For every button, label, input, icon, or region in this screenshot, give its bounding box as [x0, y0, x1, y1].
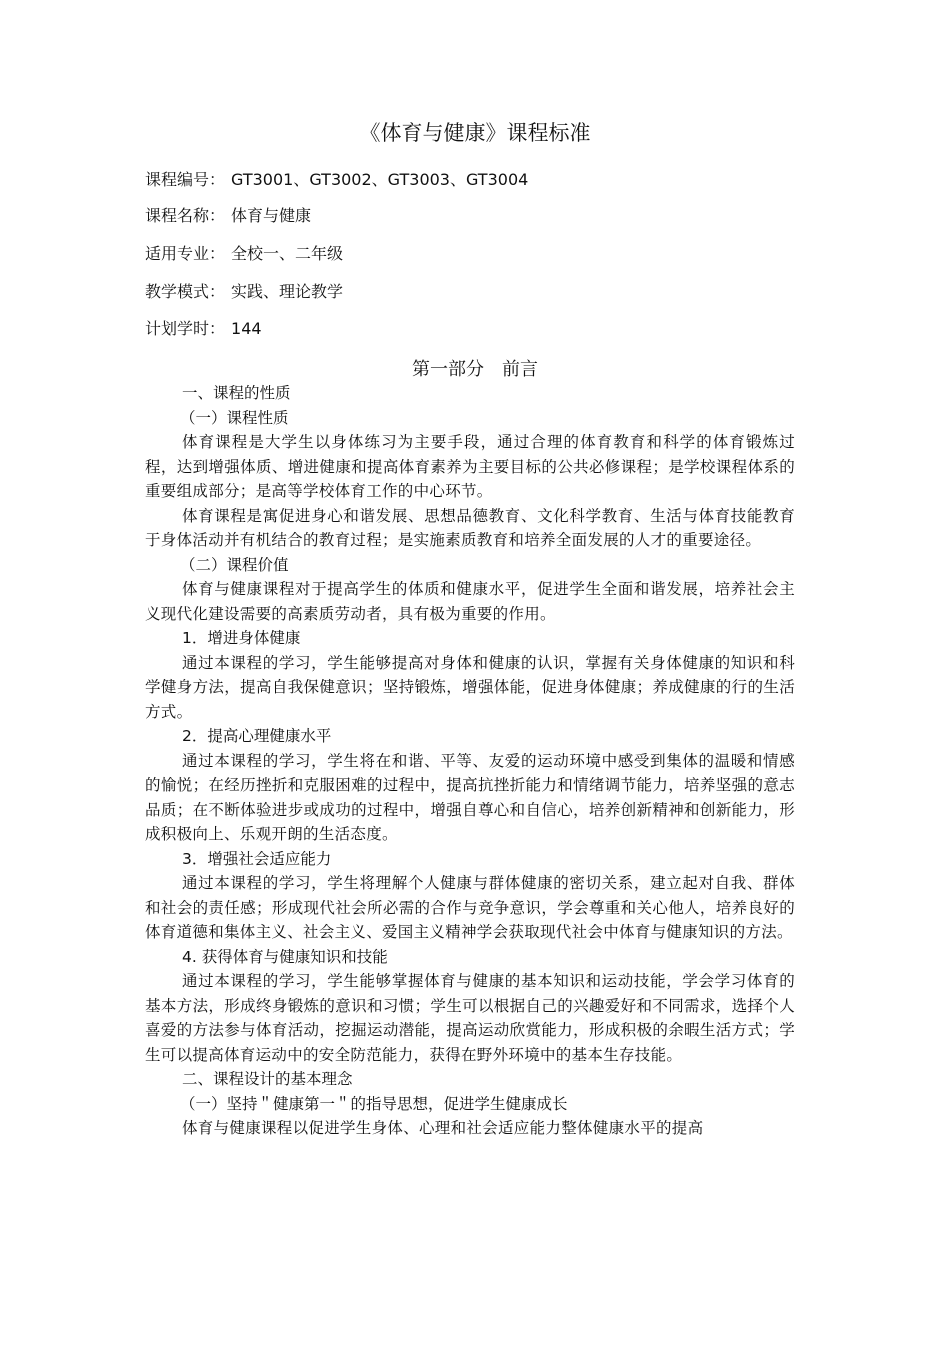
paragraph: 通过本课程的学习，学生将理解个人健康与群体健康的密切关系，建立起对自我、群体和社会的责任感；形成现代社会所必需的合作与竞争意识，学会尊重和关心他人，培养良好的体育道德和集体主义、社会主义、爱国主义精神学会获取现代社会中体育与健康知识的方法。: [145, 874, 795, 941]
meta-teaching-mode: [145, 280, 343, 304]
meta-value: 实践、理论教学: [231, 282, 344, 301]
meta-value: 体育与健康: [231, 206, 312, 225]
meta-major: [145, 242, 343, 266]
meta-label: 教学模式：: [145, 282, 226, 301]
subsection-heading: （一）坚持＂健康第一＂的指导思想，促进学生健康成长: [180, 1094, 568, 1113]
meta-label: 课程编号：: [145, 170, 226, 189]
paragraph: 体育课程是大学生以身体练习为主要手段，通过合理的体育教育和科学的体育锻炼过程，达到增强体质、增进健康和提高体育素养为主要目标的公共必修课程；是学校课程体系的重要组成部分；是高等学校体育工作的中心环节。: [145, 433, 795, 500]
item-heading: 3．增强社会适应能力: [182, 849, 332, 868]
section-heading: 一、课程的性质: [182, 384, 291, 402]
item-heading: 1．增进身体健康: [182, 629, 301, 647]
meta-course-code: [145, 168, 528, 192]
meta-label: 课程名称：: [145, 206, 226, 225]
item-heading: 2．提高心理健康水平: [182, 727, 332, 745]
meta-value: GT3001、GT3002、GT3003、GT3004: [231, 170, 529, 189]
document-title: 《体育与健康》课程标准: [359, 121, 591, 145]
paragraph: 通过本课程的学习，学生将在和谐、平等、友爱的运动环境中感受到集体的温暖和情感的愉悦；在经历挫折和克服困难的过程中，提高抗挫折能力和情绪调节能力，培养坚强的意志品质；在不断体验进步或成功的过程中，增强自尊心和自信心，培养创新精神和创新能力，形成积极向上、乐观开朗的生活态度。: [145, 751, 795, 843]
meta-value: 144: [231, 319, 262, 338]
meta-hours: [145, 317, 262, 341]
meta-value: 全校一、二年级: [231, 244, 344, 263]
paragraph: 体育课程是寓促进身心和谐发展、思想品德教育、文化科学教育、生活与体育技能教育于身体活动并有机结合的教育过程；是实施素质教育和培养全面发展的人才的重要途径。: [145, 506, 795, 549]
meta-course-name: [145, 204, 311, 228]
item-heading: 4. 获得体育与健康知识和技能: [182, 947, 388, 966]
subsection-heading: （二）课程价值: [180, 555, 289, 574]
paragraph: 通过本课程的学习，学生能够提高对身体和健康的认识，掌握有关身体健康的知识和科学健身方法，提高自我保健意识；坚持锻炼，增强体能，促进身体健康；养成健康的行的生活方式。: [145, 653, 795, 721]
paragraph: 体育与健康课程以促进学生身体、心理和社会适应能力整体健康水平的提高: [182, 1119, 704, 1137]
paragraph: 通过本课程的学习，学生能够掌握体育与健康的基本知识和运动技能，学会学习体育的基本方法，形成终身锻炼的意识和习惯；学生可以根据自己的兴趣爱好和不同需求，选择个人喜爱的方法参与体育活动，挖掘运动潜能，提高运动欣赏能力，形成积极的余暇生活方式；学生可以提高体育运动中的安全防范能力，获得在野外环境中的基本生存技能。: [145, 972, 795, 1064]
paragraph: 体育与健康课程对于提高学生的体质和健康水平，促进学生全面和谐发展，培养社会主义现代化建设需要的高素质劳动者，具有极为重要的作用。: [145, 580, 795, 623]
subsection-heading: （一）课程性质: [180, 408, 289, 427]
document-body: [145, 381, 795, 1141]
section-heading: 二、课程设计的基本理念: [182, 1070, 353, 1088]
part-title: 第一部分 前言: [412, 359, 538, 380]
meta-label: 计划学时：: [145, 319, 226, 338]
meta-label: 适用专业：: [145, 244, 226, 263]
